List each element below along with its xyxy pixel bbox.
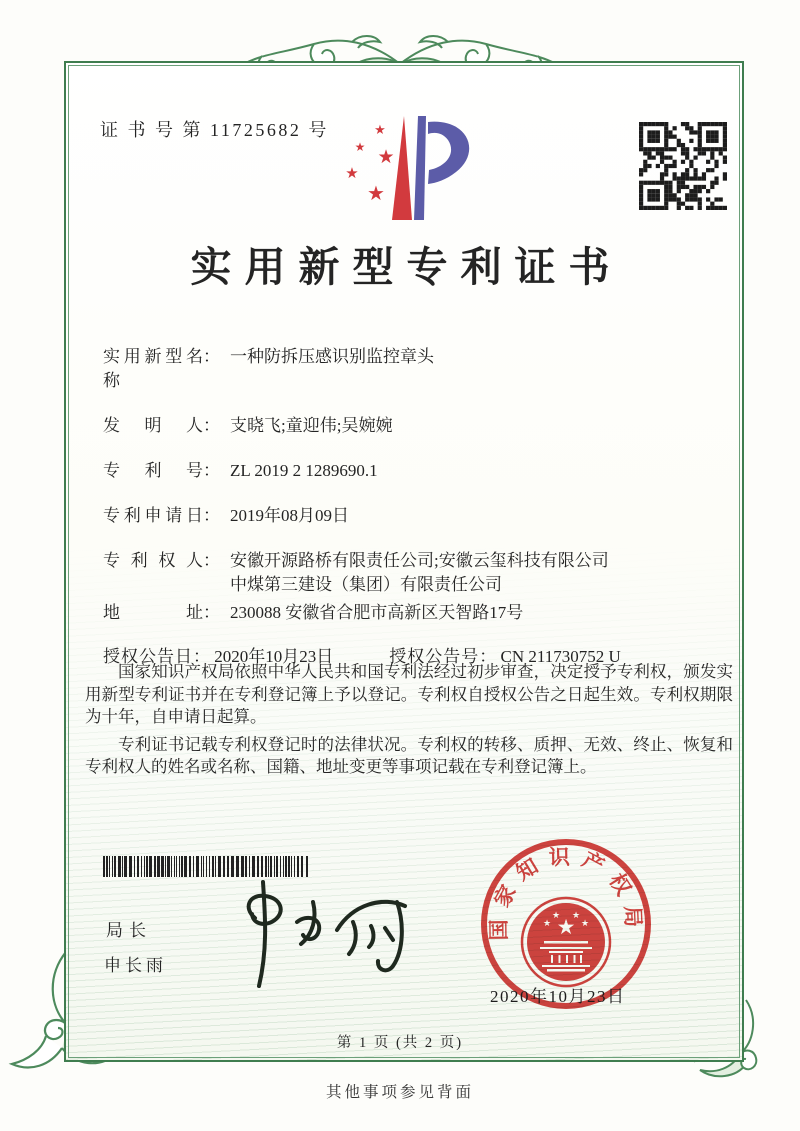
field-label: 专利申请日 [103,506,203,525]
field-value: 安徽开源路桥有限责任公司;安徽云玺科技有限公司 中煤第三建设（集团）有限责任公司 [230,551,609,594]
field-label: 地址 [103,603,203,622]
handwritten-signature-icon [225,876,435,994]
field-inventors: 发明人 ： 支晓飞;童迎伟;吴婉婉 [103,414,663,438]
grant-number-label: 授权公告号 [389,647,480,666]
seal-date: 2020年10月23日 [490,987,626,1006]
page-number: 第 1 页 (共 2 页) [336,1035,464,1051]
svg-text:★: ★ [367,183,385,205]
field-address: 地址 ： 230088 安徽省合肥市高新区天智路17号 [103,601,663,625]
svg-text:★: ★ [542,918,552,928]
certificate-title: 实用新型专利证书 [190,244,623,290]
svg-text:★: ★ [377,147,395,168]
back-side-note: 其他事项参见背面 [325,1084,474,1101]
field-patentee: 专利权人 ： 安徽开源路桥有限责任公司;安徽云玺科技有限公司 中煤第三建设（集团）有限责任公司 [103,549,663,597]
director-title: 局长 [106,921,152,940]
grant-date-value: 2020年10月23日 [214,647,334,666]
cnipa-logo-icon [340,108,478,236]
field-label: 实用新型名称 [103,347,203,390]
legal-text [85,661,733,784]
field-utility-model-name: 实用新型名称 ： 一种防拆压感识别监控章头 [103,345,663,393]
barcode-icon [103,856,310,877]
qr-code-icon [639,122,727,210]
svg-text:★: ★ [354,140,366,154]
certificate-fields [103,345,663,669]
field-value: 一种防拆压感识别监控章头 [230,347,434,366]
legal-paragraph: 专利证书记载专利权登记时的法律状况。专利权的转移、质押、无效、终止、恢复和专利权人的姓名或名称、国籍、地址变更等事项记载在专利登记簿上。 [85,734,733,776]
director-name: 申长雨 [104,956,167,975]
grant-date-label: 授权公告日 [103,647,193,666]
field-value: 230088 安徽省合肥市高新区天智路17号 [230,603,524,622]
field-value: ZL 2019 2 1289690.1 [230,461,378,480]
svg-text:★: ★ [551,910,561,920]
field-label: 发明人 [103,416,203,435]
field-value: 2019年08月09日 [230,506,349,525]
grant-number-value: CN 211730752 U [500,647,621,666]
field-value: 支晓飞;童迎伟;吴婉婉 [230,416,393,435]
field-label: 专利号 [103,461,203,480]
field-label: 专利权人 [103,551,203,570]
field-patent-number: 专利号 ： ZL 2019 2 1289690.1 [103,459,663,483]
svg-text:★: ★ [345,166,359,182]
field-filing-date: 专利申请日 ： 2019年08月09日 [103,504,663,528]
legal-paragraph: 国家知识产权局依照中华人民共和国专利法经过初步审查，决定授予专利权，颁发实用新型专利证书并在专利登记簿上予以登记。专利权自授权公告之日起生效。专利权期限为十年，自申请日起算。 [85,662,733,726]
svg-text:★: ★ [580,918,590,928]
svg-text:★: ★ [571,910,581,920]
svg-text:★: ★ [556,915,576,939]
seal-text: 国家知识产权局 [486,844,646,941]
svg-text:★: ★ [374,122,386,137]
certificate-number: 证 书 号 第 11725682 号 [100,120,329,140]
field-grant-announcement: 授权公告日： 2020年10月23日 授权公告号： CN 211730752 U [103,647,621,666]
